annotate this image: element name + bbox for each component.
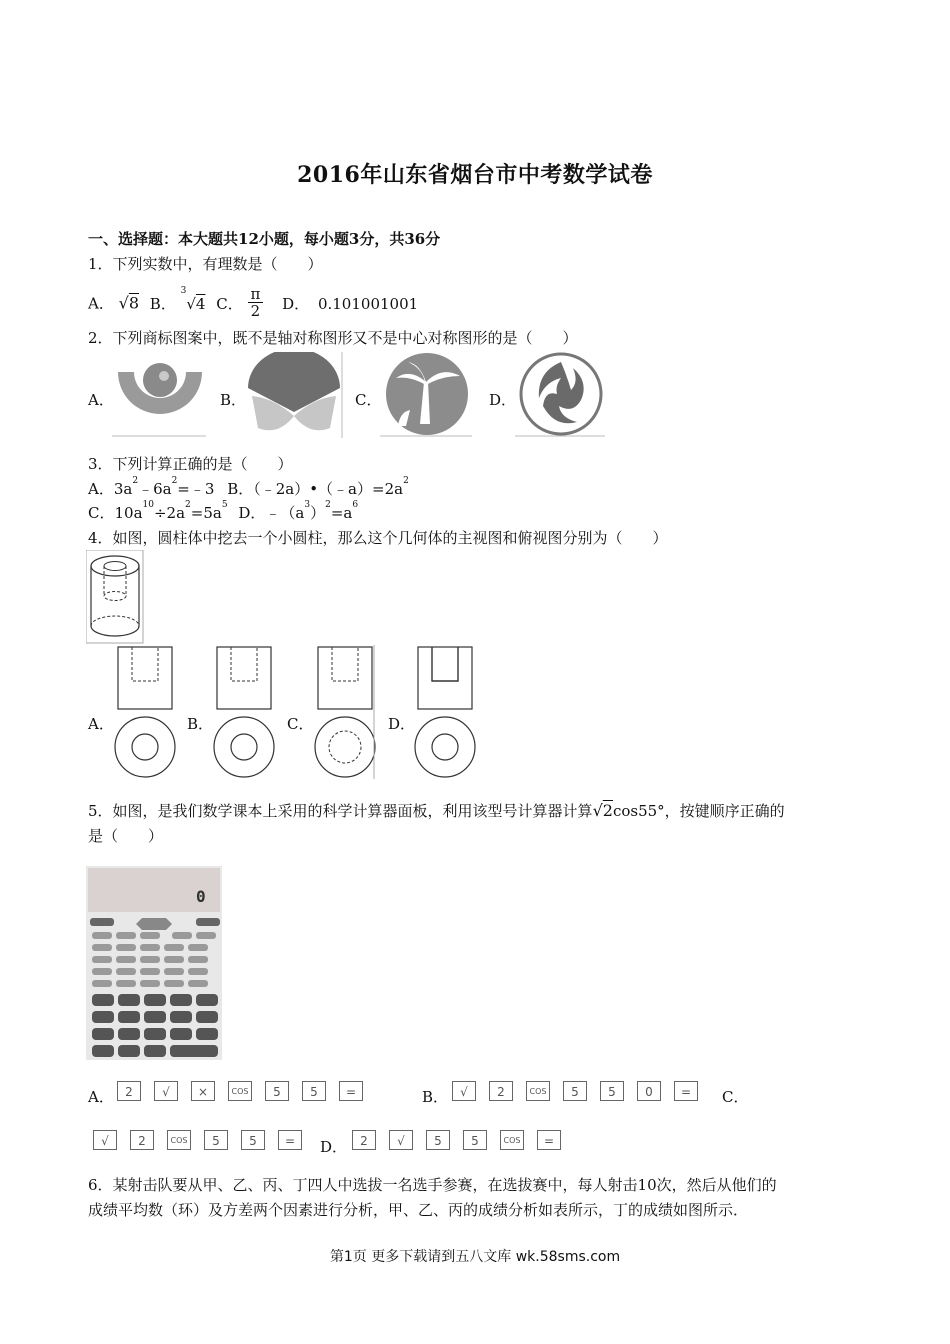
q4-option-c-views bbox=[312, 645, 378, 781]
section-heading: 一、选择题：本大题共12小题，每小题3分，共36分 bbox=[88, 230, 441, 248]
q4-label-c: C． bbox=[287, 715, 314, 733]
q1-option-a-radical: √8 bbox=[118, 293, 140, 313]
key-sqrt: √ bbox=[154, 1081, 178, 1101]
q5-option-b-keys bbox=[452, 1081, 711, 1101]
q1-option-d-label: D． bbox=[282, 294, 310, 313]
q2-label-a: A． bbox=[88, 391, 114, 409]
key-sqrt: √ bbox=[93, 1130, 117, 1150]
q3-row1: A．$3a^2﹣6a^2=﹣3$ B．$(﹣2a)•(﹣a)=2a^2$ bbox=[88, 476, 409, 498]
q4-label-b: B． bbox=[187, 715, 214, 733]
calculator-display: 0 bbox=[196, 887, 206, 906]
key-2: 2 bbox=[352, 1130, 376, 1150]
q5-label-a: A． bbox=[88, 1088, 114, 1106]
q2-label-c: C． bbox=[355, 391, 382, 409]
q1-option-b-label: B． bbox=[149, 294, 176, 313]
key-cos: COS bbox=[526, 1081, 550, 1101]
hollow-cylinder-figure bbox=[86, 550, 144, 644]
q2-label-b: B． bbox=[220, 391, 247, 409]
q1-option-a-label: A． bbox=[88, 294, 114, 313]
q5-option-d-keys bbox=[352, 1130, 574, 1150]
q4-label-a: A． bbox=[88, 715, 114, 733]
q1-option-c-fraction: $\frac{\pi}{2}$ bbox=[248, 286, 264, 319]
q5-option-c-keys bbox=[93, 1130, 315, 1150]
key-cos: COS bbox=[500, 1130, 524, 1150]
q4-option-b-views bbox=[211, 645, 277, 781]
logo-a-image bbox=[112, 352, 208, 438]
key-equals: = bbox=[339, 1081, 363, 1101]
key-2: 2 bbox=[489, 1081, 513, 1101]
logo-c-image bbox=[380, 352, 474, 438]
q1-stem: 1．下列实数中，有理数是（ ） bbox=[88, 255, 323, 273]
key-5: 5 bbox=[463, 1130, 487, 1150]
q5-label-c: C． bbox=[722, 1088, 749, 1106]
q6-stem-line1: 6．某射击队要从甲、乙、丙、丁四人中选拔一名选手参赛，在选拔赛中，每人射击10次，然后从他们的 bbox=[88, 1176, 777, 1194]
q5-stem-line1: 5．如图，是我们数学课本上采用的科学计算器面板，利用该型号计算器计算√2cos55°，按键顺序正确的 bbox=[88, 801, 785, 820]
page-title: 2016年山东省烟台市中考数学试卷 bbox=[297, 162, 653, 188]
key-equals: = bbox=[674, 1081, 698, 1101]
q1-option-d-value: 0.101001001 bbox=[317, 294, 419, 313]
q4-option-a-views bbox=[112, 645, 178, 781]
q6-stem-line2: 成绩平均数（环）及方差两个因素进行分析，甲、乙、丙的成绩分析如表所示，丁的成绩如图所示． bbox=[88, 1201, 749, 1219]
q3-row2: C．$10a^{10}\div 2a^2=5a^5$ D．$﹣(a^3)^2=a^6$ bbox=[88, 500, 359, 522]
q1-option-c-label: C． bbox=[216, 294, 243, 313]
logo-d-image bbox=[515, 352, 607, 438]
q1-options bbox=[88, 285, 419, 321]
key-equals: = bbox=[278, 1130, 302, 1150]
key-cos: COS bbox=[167, 1130, 191, 1150]
key-sqrt: √ bbox=[452, 1081, 476, 1101]
calculator-image bbox=[86, 866, 222, 1060]
q5-option-a-keys bbox=[117, 1081, 376, 1101]
key-5: 5 bbox=[204, 1130, 228, 1150]
key-5: 5 bbox=[563, 1081, 587, 1101]
key-2: 2 bbox=[117, 1081, 141, 1101]
q2-stem: 2．下列商标图案中，既不是轴对称图形又不是中心对称图形的是（ ） bbox=[88, 329, 578, 347]
key-sqrt: √ bbox=[389, 1130, 413, 1150]
logo-b-image bbox=[244, 352, 344, 438]
key-5: 5 bbox=[600, 1081, 624, 1101]
page-footer: 第1页 更多下载请到五八文库 wk.58sms.com bbox=[329, 1249, 621, 1265]
q4-label-d: D． bbox=[388, 715, 416, 733]
q4-stem: 4．如图，圆柱体中挖去一个小圆柱，那么这个几何体的主视图和俯视图分别为（ ） bbox=[88, 529, 668, 547]
q3-stem: 3．下列计算正确的是（ ） bbox=[88, 455, 293, 473]
key-5: 5 bbox=[265, 1081, 289, 1101]
key-0: 0 bbox=[637, 1081, 661, 1101]
key-times: × bbox=[191, 1081, 215, 1101]
key-cos: COS bbox=[228, 1081, 252, 1101]
q4-option-d-views bbox=[412, 645, 478, 781]
q5-label-d: D． bbox=[320, 1138, 348, 1156]
key-5: 5 bbox=[241, 1130, 265, 1150]
q2-label-d: D． bbox=[489, 391, 517, 409]
key-5: 5 bbox=[302, 1081, 326, 1101]
q5-stem-line2: 是（ ） bbox=[88, 827, 164, 845]
q5-label-b: B． bbox=[422, 1088, 449, 1106]
key-equals: = bbox=[537, 1130, 561, 1150]
key-2: 2 bbox=[130, 1130, 154, 1150]
q1-option-b-radical: $^3$√4 bbox=[180, 286, 206, 313]
key-5: 5 bbox=[426, 1130, 450, 1150]
